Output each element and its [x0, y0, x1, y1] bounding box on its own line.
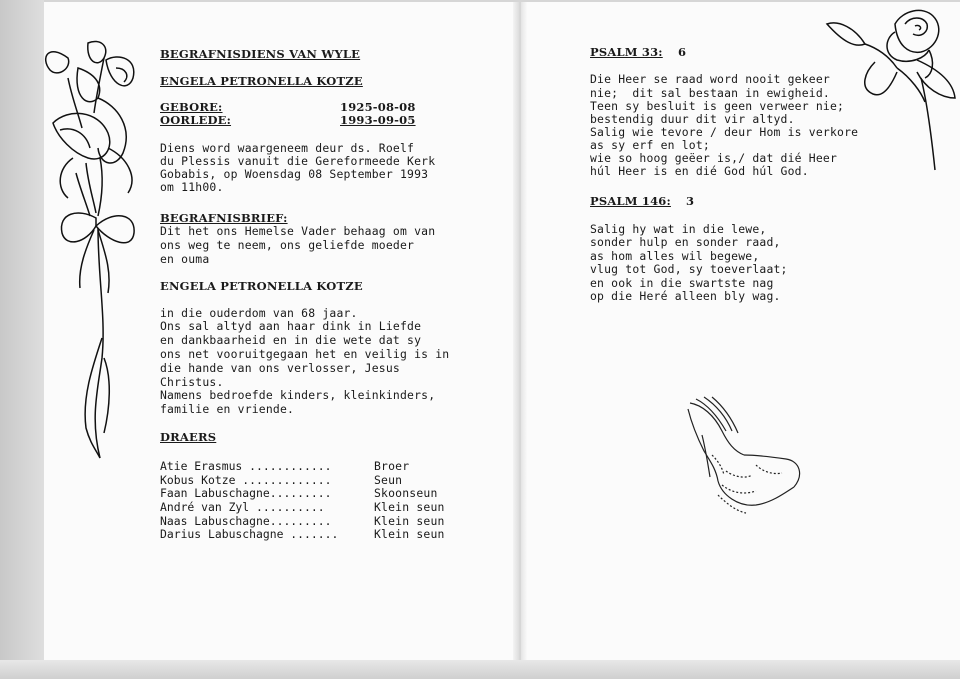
bearer-relation: Broer: [374, 459, 410, 473]
bearer-name: André van Zyl ..........: [160, 500, 325, 514]
tribute-line: Namens bedroefde kinders, kleinkinders,: [160, 388, 436, 402]
psalm-line: nie; dit sal bestaan in ewigheid.: [590, 86, 830, 100]
psalm-line: Teen sy besluit is geen verweer nie;: [590, 99, 845, 113]
psalm-line: op die Heré alleen bly wag.: [590, 289, 781, 303]
psalm-line: as sy erf en lot;: [590, 138, 710, 152]
psalm-line: vlug tot God, sy toeverlaat;: [590, 262, 788, 276]
tribute-line: ons net vooruitgegaan het en veilig is in: [160, 347, 450, 361]
letter-line: ons weg te neem, ons geliefde moeder: [160, 238, 415, 252]
psalm-line: Salig wie tevore / deur Hom is verkore: [590, 125, 859, 139]
service-line: du Plessis vanuit die Gereformeede Kerk: [160, 154, 436, 168]
psalm-line: Salig hy wat in die lewe,: [590, 222, 767, 236]
letter-line: Dit het ons Hemelse Vader behaag om van: [160, 224, 436, 238]
center-fold: [513, 2, 527, 660]
born-date: 1925-08-08: [340, 100, 416, 114]
lily-bouquet-with-bow-icon: [38, 38, 158, 463]
service-heading: BEGRAFNISDIENS VAN WYLE: [160, 47, 361, 61]
psalm-line: as hom alles wil begewe,: [590, 249, 760, 263]
died-label: OORLEDE:: [160, 113, 232, 127]
tribute-line: Ons sal altyd aan haar dink in Liefde: [160, 319, 422, 333]
service-line: om 11h00.: [160, 180, 224, 194]
deceased-name: ENGELA PETRONELLA KOTZE: [160, 74, 363, 88]
bearer-name: Faan Labuschagne.........: [160, 486, 332, 500]
psalm-line: sonder hulp en sonder raad,: [590, 235, 781, 249]
letter-heading: BEGRAFNISBRIEF:: [160, 211, 288, 225]
praying-hands-icon: [682, 395, 807, 520]
bottom-shadow: [0, 660, 960, 679]
rose-icon: [825, 2, 960, 172]
psalm-line: bestendig duur dit vir altyd.: [590, 112, 795, 126]
tribute-line: familie en vriende.: [160, 402, 295, 416]
service-line: Gobabis, op Woensdag 08 September 1993: [160, 167, 429, 181]
bearer-relation: Klein seun: [374, 500, 445, 514]
psalm-146-label: PSALM 146:: [590, 194, 671, 208]
tribute-line: Christus.: [160, 375, 224, 389]
bearer-relation: Skoonseun: [374, 486, 438, 500]
bearer-relation: Seun: [374, 473, 403, 487]
born-label: GEBORE:: [160, 100, 223, 114]
died-date: 1993-09-05: [340, 113, 416, 127]
bearer-name: Naas Labuschagne.........: [160, 514, 332, 528]
deceased-name-repeat: ENGELA PETRONELLA KOTZE: [160, 279, 363, 293]
psalm-146-verse: 3: [686, 194, 695, 208]
psalm-line: húl Heer is en dié God húl God.: [590, 164, 809, 178]
bearers-heading: DRAERS: [160, 430, 217, 444]
bearer-name: Darius Labuschagne .......: [160, 527, 339, 541]
psalm-line: en ook in die swartste nag: [590, 276, 774, 290]
bearer-relation: Klein seun: [374, 527, 445, 541]
tribute-line: en dankbaarheid en in die wete dat sy: [160, 333, 422, 347]
service-line: Diens word waargeneem deur ds. Roelf: [160, 141, 415, 155]
bearer-name: Atie Erasmus ............: [160, 459, 332, 473]
psalm-33-verse: 6: [678, 45, 687, 59]
bearer-name: Kobus Kotze .............: [160, 473, 332, 487]
tribute-line: die hande van ons verlosser, Jesus: [160, 361, 400, 375]
bearer-relation: Klein seun: [374, 514, 445, 528]
letter-line: en ouma: [160, 252, 210, 266]
psalm-line: wie so hoog geëer is,/ dat dié Heer: [590, 151, 838, 165]
tribute-line: in die ouderdom van 68 jaar.: [160, 306, 358, 320]
psalm-line: Die Heer se raad word nooit gekeer: [590, 72, 830, 86]
psalm-33-label: PSALM 33:: [590, 45, 663, 59]
